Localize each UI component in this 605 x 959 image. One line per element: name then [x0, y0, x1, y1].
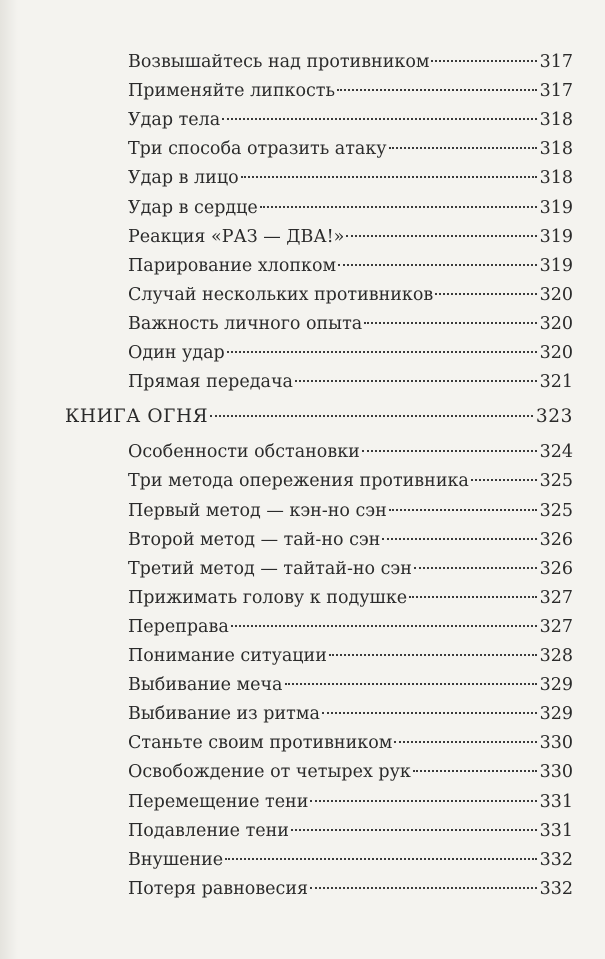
dot-leader	[260, 206, 537, 208]
entry-title: Понимание ситуации	[128, 646, 327, 666]
dot-leader	[227, 351, 537, 353]
dot-leader	[394, 741, 536, 743]
toc-entry	[128, 368, 573, 396]
dot-leader	[322, 712, 537, 714]
toc-entry	[128, 788, 573, 816]
page-number: 327	[539, 587, 573, 608]
entry-title: Применяйте липкость	[128, 81, 335, 102]
entry-title: Прямая передача	[128, 372, 293, 393]
dot-leader	[285, 683, 537, 685]
dot-leader	[471, 479, 537, 481]
dot-leader	[346, 235, 536, 237]
dot-leader	[382, 538, 536, 540]
dot-leader	[310, 800, 536, 802]
page-number: 319	[539, 226, 573, 247]
entry-title: Прижимать голову к подушке	[128, 587, 408, 608]
entry-title: Выбивание меча	[128, 675, 283, 696]
page-number: 330	[539, 733, 573, 754]
entry-title: Перемещение тени	[128, 791, 309, 812]
entry-title: Удар в сердце	[128, 197, 258, 218]
dot-leader	[362, 450, 537, 452]
dot-leader	[413, 770, 537, 772]
toc-entry	[128, 613, 573, 641]
dot-leader	[225, 858, 536, 860]
toc-entry	[128, 642, 573, 670]
dot-leader	[291, 829, 537, 831]
dot-leader	[295, 380, 537, 382]
page-number: 325	[539, 500, 573, 521]
dot-leader	[329, 654, 537, 656]
page-number: 331	[539, 820, 573, 841]
toc-entry	[128, 467, 573, 495]
toc-entry	[128, 48, 573, 76]
dot-leader	[409, 596, 536, 598]
page-number: 330	[539, 762, 573, 783]
dot-leader	[210, 415, 533, 417]
page-number: 325	[539, 471, 573, 492]
page-number: 324	[539, 442, 573, 463]
toc-entry	[128, 758, 573, 786]
toc-entry	[128, 729, 573, 757]
entry-title: Подавление тени	[128, 820, 289, 841]
entry-title: Освобождение от четырех рук	[128, 762, 411, 783]
toc-entry	[128, 555, 573, 583]
toc-entry	[128, 438, 573, 466]
dot-leader	[435, 293, 536, 295]
entry-title: Потеря равновесия	[128, 878, 309, 899]
entry-title: Один удар	[128, 343, 225, 363]
dot-leader	[241, 176, 537, 178]
page-number: 327	[539, 616, 573, 637]
page-number: 317	[539, 81, 573, 102]
entry-title: Третий метод — тайтай-но сэн	[128, 558, 412, 579]
toc-chapter-entry	[65, 403, 573, 431]
page-number: 332	[539, 878, 573, 899]
entry-title: Случай нескольких противников	[128, 284, 434, 305]
page-gutter-shadow	[0, 0, 18, 959]
entry-title: Второй метод — тай-но сэн	[128, 529, 381, 550]
page-number: 318	[539, 168, 573, 189]
page-number: 318	[539, 110, 573, 131]
page-number: 332	[539, 849, 573, 870]
toc-entry	[128, 77, 573, 105]
dot-leader	[364, 322, 536, 324]
toc-entry	[128, 281, 573, 309]
toc-entry	[128, 194, 573, 222]
entry-title: Три метода опережения противника	[128, 471, 469, 492]
page-number: 329	[539, 675, 573, 696]
entry-title: Парирование хлопком	[128, 255, 337, 276]
page-number: 319	[539, 255, 573, 276]
toc-entry	[128, 846, 573, 874]
toc-entry	[128, 339, 573, 367]
entry-title: Первый метод — кэн-но сэн	[128, 500, 387, 521]
entry-title: Удар в лицо	[128, 168, 239, 189]
dot-leader	[338, 264, 536, 266]
page-number: 321	[539, 372, 573, 393]
page-number: 329	[539, 704, 573, 725]
dot-leader	[337, 89, 537, 91]
page-number: 320	[539, 313, 573, 334]
page-number: 319	[539, 197, 573, 218]
entry-title: Выбивание из ритма	[128, 704, 320, 725]
entry-title: Удар тела	[128, 110, 221, 131]
dot-leader	[231, 625, 537, 627]
entry-title: Станьте своим противником	[128, 733, 393, 754]
toc-entry	[128, 135, 573, 163]
page-number: 323	[535, 406, 573, 428]
toc-entry	[128, 875, 573, 903]
dot-leader	[414, 567, 537, 569]
toc-entry	[128, 671, 573, 699]
toc-entry	[128, 164, 573, 192]
page-number: 318	[539, 139, 573, 160]
toc-entry	[128, 252, 573, 280]
page-number: 328	[539, 646, 573, 666]
entry-title: Реакция «РАЗ — ДВА!»	[128, 226, 345, 247]
dot-leader	[389, 509, 537, 511]
toc-entry	[128, 817, 573, 845]
dot-leader	[389, 147, 537, 149]
toc-entry	[128, 106, 573, 134]
dot-leader	[310, 887, 537, 889]
toc-entry	[128, 526, 573, 554]
toc-entry	[128, 223, 573, 251]
entry-title: Внушение	[128, 849, 224, 870]
page-number: 331	[539, 791, 573, 812]
page-number: 326	[539, 558, 573, 579]
entry-title: Возвышайтесь над противником	[128, 52, 430, 72]
page-number: 320	[539, 343, 573, 363]
entry-title: Три способа отразить атаку	[128, 139, 387, 160]
page-number: 317	[539, 52, 573, 72]
entry-title: Переправа	[128, 616, 229, 637]
toc-entry	[128, 700, 573, 728]
entry-title: Важность личного опыта	[128, 313, 363, 334]
dot-leader	[431, 60, 536, 62]
page-number: 326	[539, 529, 573, 550]
page-number: 320	[539, 284, 573, 305]
toc-entry	[128, 310, 573, 338]
toc-entry	[128, 497, 573, 525]
chapter-title: КНИГА ОГНЯ	[65, 406, 209, 428]
entry-title: Особенности обстановки	[128, 442, 360, 463]
dot-leader	[222, 118, 536, 120]
toc-entry	[128, 584, 573, 612]
